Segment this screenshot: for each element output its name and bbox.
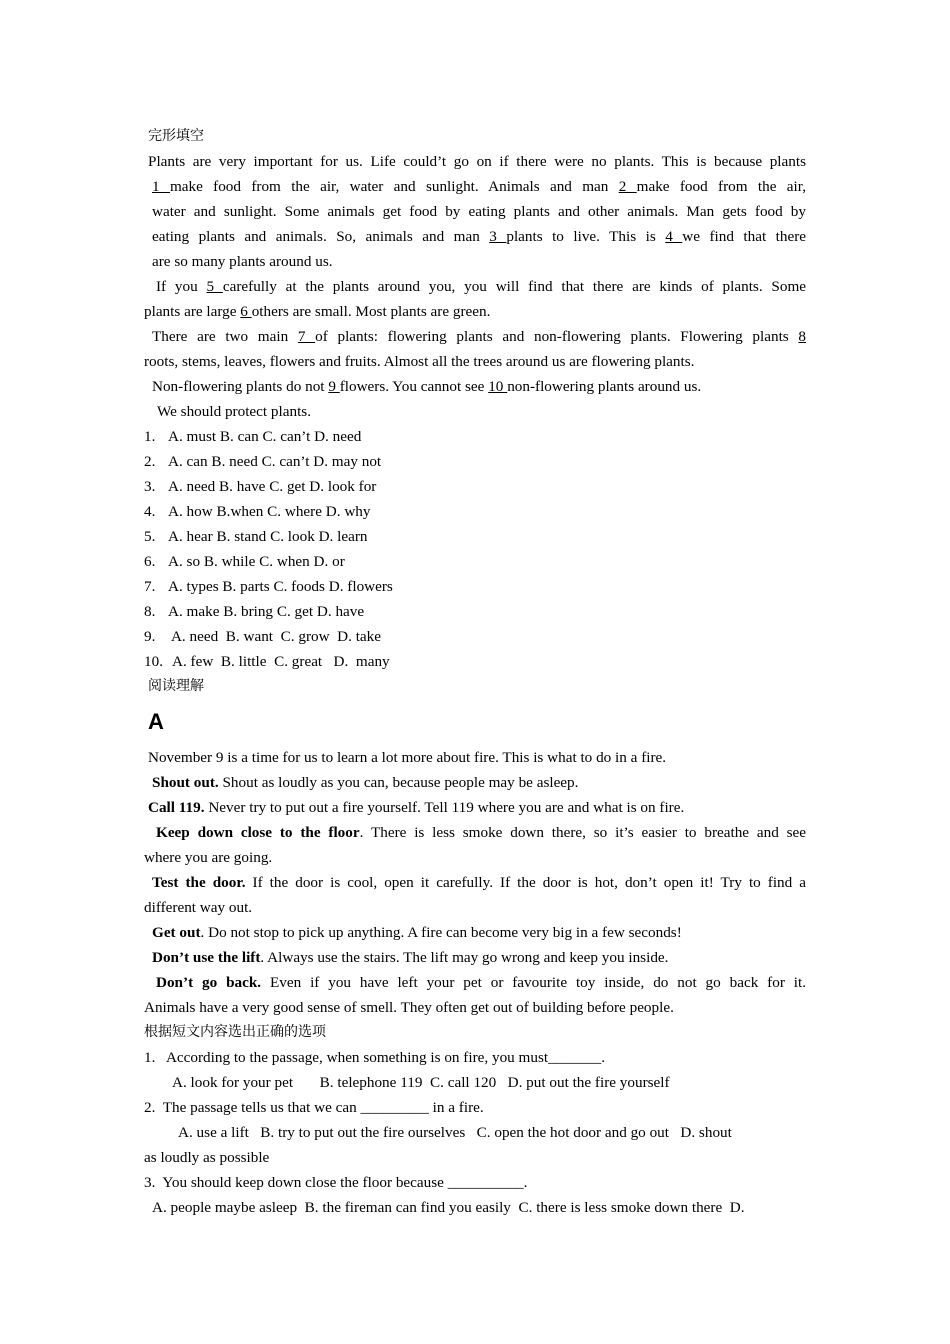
option-text: A. how B.when C. where D. why: [168, 503, 371, 520]
question-2-options: A. use a lift B. try to put out the fire ourselves C. open the hot door and go out D. shout: [178, 1124, 732, 1141]
tip-heading: Don’t go back.: [156, 974, 262, 991]
tip-keep-down-cont: where you are going.: [144, 849, 273, 866]
option-row: [144, 574, 806, 599]
text: flowers. You cannot see: [339, 378, 489, 395]
text: plants to live. This is: [506, 228, 666, 245]
question-1-options: A. look for your pet B. telephone 119 C. call 120 D. put out the fire yourself: [172, 1074, 670, 1091]
option-text: A. hear B. stand C. look D. learn: [168, 528, 368, 545]
tip-test-door-cont: different way out.: [144, 899, 253, 916]
tip-test-door: [144, 870, 806, 895]
question-1: 1. According to the passage, when something is on fire, you must_______.: [144, 1049, 606, 1066]
option-row: [144, 474, 806, 499]
tip-get-out: [144, 920, 806, 945]
cloze-title: 完形填空: [148, 128, 204, 144]
blank-10: 10: [488, 378, 508, 395]
tip-heading: Call 119.: [148, 799, 205, 816]
cloze-paragraph-4: [144, 374, 806, 399]
reading-title: 阅读理解: [148, 678, 204, 694]
tip-call-119: [144, 795, 806, 820]
blank-5: 5: [206, 278, 223, 295]
blank-6: 6: [240, 303, 252, 320]
cloze-paragraph-1-line-5: are so many plants around us.: [152, 253, 333, 270]
option-row: [144, 524, 806, 549]
tip-no-lift: [144, 945, 806, 970]
blank-7: 7: [297, 328, 316, 345]
document-page: [144, 124, 806, 1220]
tip-text: Shout as loudly as you can, because people may be asleep.: [218, 774, 579, 791]
text: eating plants and animals. So, animals and man: [152, 228, 490, 245]
tip-text: Even if you have left your pet or favourite toy inside, do not go back for it.: [261, 974, 806, 991]
option-number: 7.: [144, 578, 156, 595]
tip-text: If the door is cool, open it carefully. If the door is hot, don’t open it! Try to find a: [245, 874, 807, 891]
option-row: [144, 624, 806, 649]
tip-heading: Don’t use the lift: [152, 949, 261, 966]
tip-heading: Keep down close to the floor: [156, 824, 360, 841]
text: plants are large: [144, 303, 241, 320]
option-text: A. few B. little C. great D. many: [172, 653, 390, 670]
option-number: 4.: [144, 503, 156, 520]
text: There are two main: [152, 328, 298, 345]
blank-4: 4: [665, 228, 683, 245]
text: make food from the air,: [636, 178, 807, 195]
question-3: 3. You should keep down close the floor because __________.: [144, 1174, 528, 1191]
option-row: [144, 424, 806, 449]
reading-instruction: 根据短文内容选出正确的选项: [144, 1024, 326, 1040]
option-row: [144, 449, 806, 474]
blank-8: 8: [798, 328, 806, 345]
cloze-paragraph-1-line-3: water and sunlight. Some animals get food by eating plants and other animals. Man gets food by: [152, 203, 806, 220]
cloze-paragraph-2-line-1: [144, 274, 806, 299]
cloze-options-list: [144, 424, 806, 674]
option-text: A. types B. parts C. foods D. flowers: [168, 578, 393, 595]
text: of plants: flowering plants and non-flowering plants. Flowering plants: [315, 328, 799, 345]
tip-heading: Test the door.: [152, 874, 246, 891]
cloze-paragraph-1-line-2: [144, 174, 806, 199]
tip-text: . There is less smoke down there, so it’s easier to breathe and see: [359, 824, 806, 841]
tip-dont-go-back: [144, 970, 806, 995]
cloze-paragraph-5: We should protect plants.: [157, 403, 311, 420]
text: carefully at the plants around you, you will find that there are kinds of plants. Some: [222, 278, 807, 295]
option-number: 8.: [144, 603, 156, 620]
option-row: [144, 549, 806, 574]
option-row: [144, 499, 806, 524]
text: If you: [156, 278, 207, 295]
blank-1: 1: [152, 178, 170, 195]
option-text: A. make B. bring C. get D. have: [168, 603, 365, 620]
blank-9: 9: [328, 378, 340, 395]
cloze-paragraph-1-line-4: [144, 224, 806, 249]
cloze-paragraph-3-line-2: roots, stems, leaves, flowers and fruits. Almost all the trees around us are flowering plants.: [144, 353, 695, 370]
text: others are small. Most plants are green.: [251, 303, 491, 320]
text: make food from the air, water and sunlight. Animals and man: [169, 178, 619, 195]
reading-intro: November 9 is a time for us to learn a lot more about fire. This is what to do in a fire.: [148, 749, 667, 766]
option-number: 3.: [144, 478, 156, 495]
tip-dont-go-back-cont: Animals have a very good sense of smell. They often get out of building before people.: [144, 999, 674, 1016]
question-3-options: A. people maybe asleep B. the fireman can find you easily C. there is less smoke down there D.: [152, 1199, 745, 1216]
tip-heading: Shout out.: [152, 774, 219, 791]
tip-text: . Always use the stairs. The lift may go wrong and keep you inside.: [260, 949, 669, 966]
tip-keep-down: [144, 820, 806, 845]
option-text: A. need B. have C. get D. look for: [168, 478, 377, 495]
question-2: 2. The passage tells us that we can _________ in a fire.: [144, 1099, 484, 1116]
option-number: 9.: [144, 628, 156, 645]
option-text: A. can B. need C. can’t D. may not: [168, 453, 382, 470]
text: non-flowering plants around us.: [507, 378, 702, 395]
option-number: 1.: [144, 428, 156, 445]
option-text: A. so B. while C. when D. or: [168, 553, 345, 570]
cloze-paragraph-1-line-1: Plants are very important for us. Life could’t go on if there were no plants. This is because plants: [148, 153, 806, 170]
option-number: 5.: [144, 528, 156, 545]
tip-text: Never try to put out a fire yourself. Tell 119 where you are and what is on fire.: [204, 799, 685, 816]
option-number: 2.: [144, 453, 156, 470]
option-number: 6.: [144, 553, 156, 570]
question-2-options-cont: as loudly as possible: [144, 1149, 270, 1166]
blank-3: 3: [489, 228, 507, 245]
option-row: [144, 599, 806, 624]
tip-shout-out: [144, 770, 806, 795]
section-heading: A: [148, 709, 164, 734]
cloze-paragraph-2-line-2: [144, 299, 806, 324]
blank-2: 2: [618, 178, 637, 195]
text: Non-flowering plants do not: [152, 378, 329, 395]
option-text: A. must B. can C. can’t D. need: [168, 428, 362, 445]
tip-heading: Get out: [152, 924, 201, 941]
option-number: 10.: [144, 653, 163, 670]
option-text: A. need B. want C. grow D. take: [168, 628, 382, 645]
cloze-paragraph-3-line-1: [144, 324, 806, 349]
text: we find that there: [682, 228, 807, 245]
option-row: [144, 649, 806, 674]
tip-text: . Do not stop to pick up anything. A fire can become very big in a few seconds!: [200, 924, 682, 941]
